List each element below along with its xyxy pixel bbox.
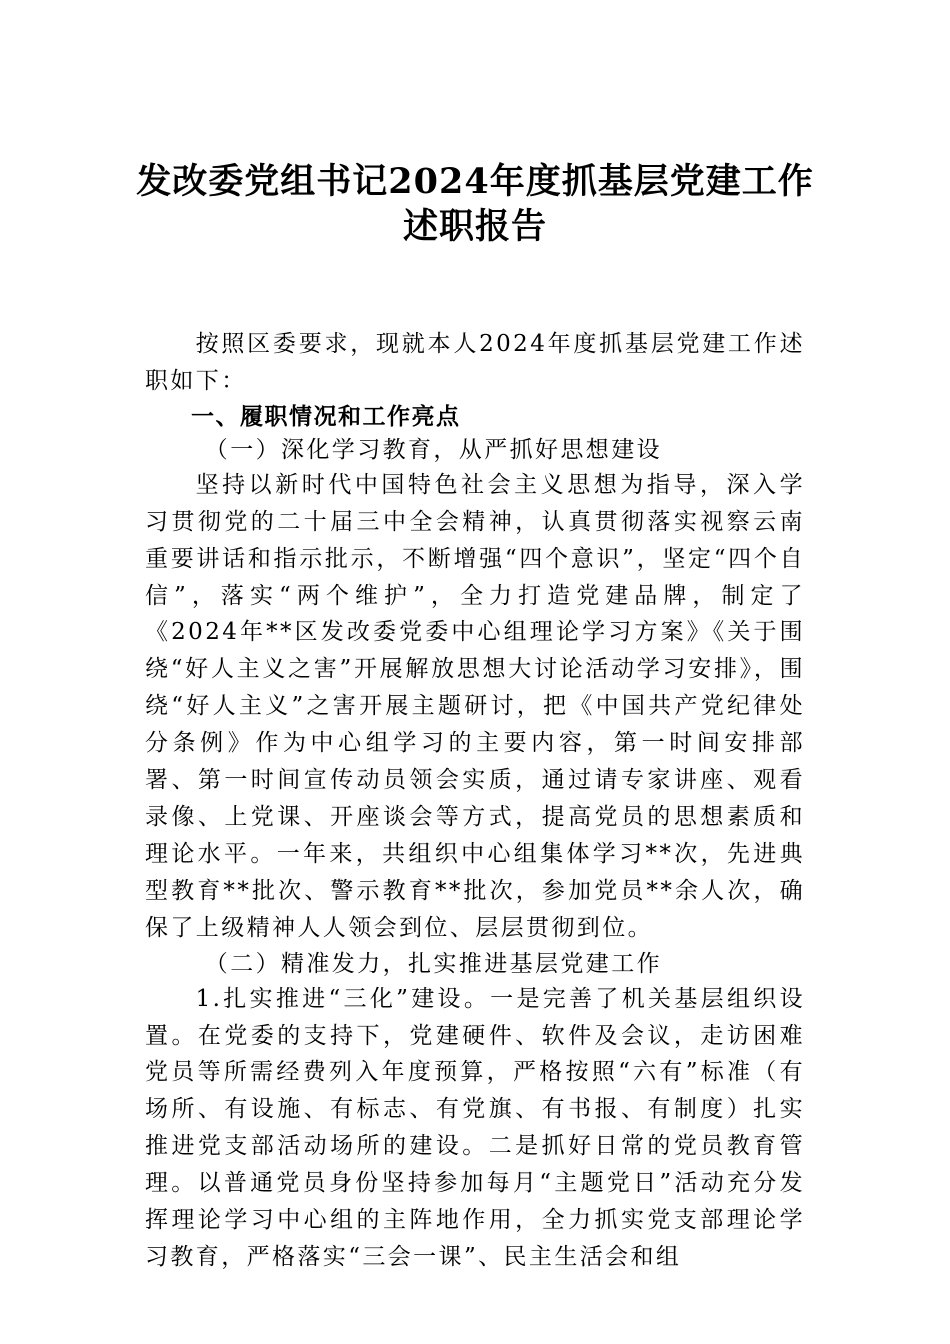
document-title-line-2: 述职报告 [402, 206, 547, 247]
body-paragraph-2: 1.扎实推进“三化”建设。一是完善了机关基层组织设置。在党委的支持下，党建硬件、软件及会议，走访困难党员等所需经费列入年度预算，严格按照“六有”标准（有场所、有设施、有标志、有党旗、有书报、有制度）扎实推进党支部活动场所的建设。二是抓好日常的党员教育管理。以普通党员身份坚持参加每月“主题党日”活动充分发挥理论学习中心组的主阵地作用，全力抓实党支部理论学习教育，严格落实“三会一课”、民主生活会和组 [145, 985, 805, 1270]
section-heading-1: 一、履职情况和工作亮点 [191, 402, 461, 430]
body-paragraph-1: 坚持以新时代中国特色社会主义思想为指导，深入学习贯彻党的二十届三中全会精神，认真贯彻落实视察云南重要讲话和指示批示，不断增强“四个意识”，坚定“四个自信”，落实“两个维护”，全力打造党建品牌，制定了《2024年**区发改委党委中心组理论学习方案》《关于围绕“好人主义之害”开展解放思想大讨论活动学习安排》，围绕“好人主义”之害开展主题研讨，把《中国共产党纪律处分条例》作为中心组学习的主要内容，第一时间安排部署、第一时间宣传动员领会实质，通过请专家讲座、观看录像、上党课、开座谈会等方式，提高党员的思想素质和理论水平。一年来，共组织中心组集体学习**次，先进典型教育**批次、警示教育**批次，参加党员**余人次，确保了上级精神人人领会到位、层层贯彻到位。 [145, 471, 805, 941]
document-body [145, 326, 805, 1276]
subsection-heading-2: （二）精准发力，扎实推进基层党建工作 [204, 950, 662, 977]
intro-paragraph: 按照区委要求，现就本人2024年度抓基层党建工作述职如下： [145, 331, 805, 394]
document-title-line-1: 发改委党组书记2024年度抓基层党建工作 [136, 161, 814, 202]
subsection-heading-1: （一）深化学习教育，从严抓好思想建设 [204, 436, 662, 463]
